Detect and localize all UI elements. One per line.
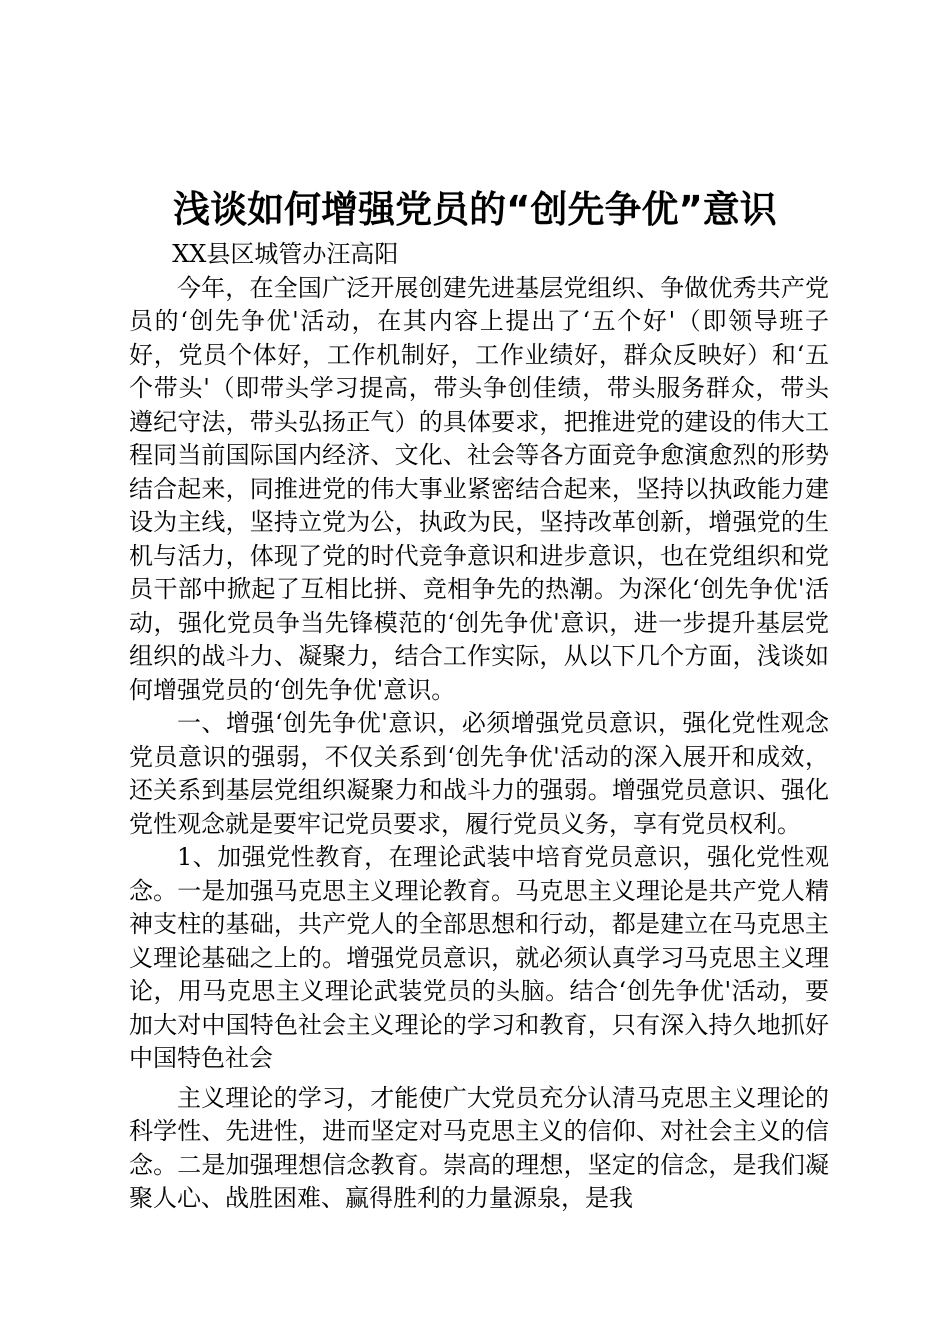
paragraph: 主义理论的学习，才能使广大党员充分认清马克思主义理论的科学性、先进性，进而坚定对马克思主义的信仰、对社会主义的信念。二是加强理想信念教育。崇高的理想，坚定的信念，是我们凝聚人心、战胜困难、赢得胜利的力量源泉，是我 (129, 1083, 829, 1212)
document-title: 浅谈如何增强党员的“创先争优”意识 (173, 188, 777, 231)
author-line: XX县区城管办汪高阳 (172, 240, 399, 268)
document-body (129, 238, 829, 1216)
paragraph: 一、增强‘创先争优'意识，必须增强党员意识，强化党性观念党员意识的强弱，不仅关系到‘创先争优'活动的深入展开和成效，还关系到基层党组织凝聚力和战斗力的强弱。增强党员意识、强化党性观念就是要牢记党员要求，履行党员义务，享有党员权利。 (129, 709, 829, 838)
paragraph: 今年，在全国广泛开展创建先进基层党组织、争做优秀共产党员的‘创先争优'活动，在其内容上提出了‘五个好'（即领导班子好，党员个体好，工作机制好，工作业绩好，群众反映好）和‘五个带头'（即带头学习提高，带头争创佳绩，带头服务群众，带头遵纪守法，带头弘扬正气）的具体要求，把推进党的建设的伟大工程同当前国际国内经济、文化、社会等各方面竞争愈演愈烈的形势结合起来，同推进党的伟大事业紧密结合起来，坚持以执政能力建设为主线，坚持立党为公，执政为民，坚持改革创新，增强党的生机与活力，体现了党的时代竞争意识和进步意识，也在党组织和党员干部中掀起了互相比拼、竞相争先的热潮。为深化‘创先争优'活动，强化党员争当先锋模范的‘创先争优'意识，进一步提升基层党组织的战斗力、凝聚力，结合工作实际，从以下几个方面，浅谈如何增强党员的‘创先争优'意识。 (129, 273, 829, 704)
paragraph: 1、加强党性教育，在理论武装中培育党员意识，强化党性观念。一是加强马克思主义理论教育。马克思主义理论是共产党人精神支柱的基础，共产党人的全部思想和行动，都是建立在马克思主义理论基础之上的。增强党员意识，就必须认真学习马克思主义理论，用马克思主义理论武装党员的头脑。结合‘创先争优'活动，要加大对中国特色社会主义理论的学习和教育，只有深入持久地抓好中国特色社会 (129, 843, 829, 1072)
